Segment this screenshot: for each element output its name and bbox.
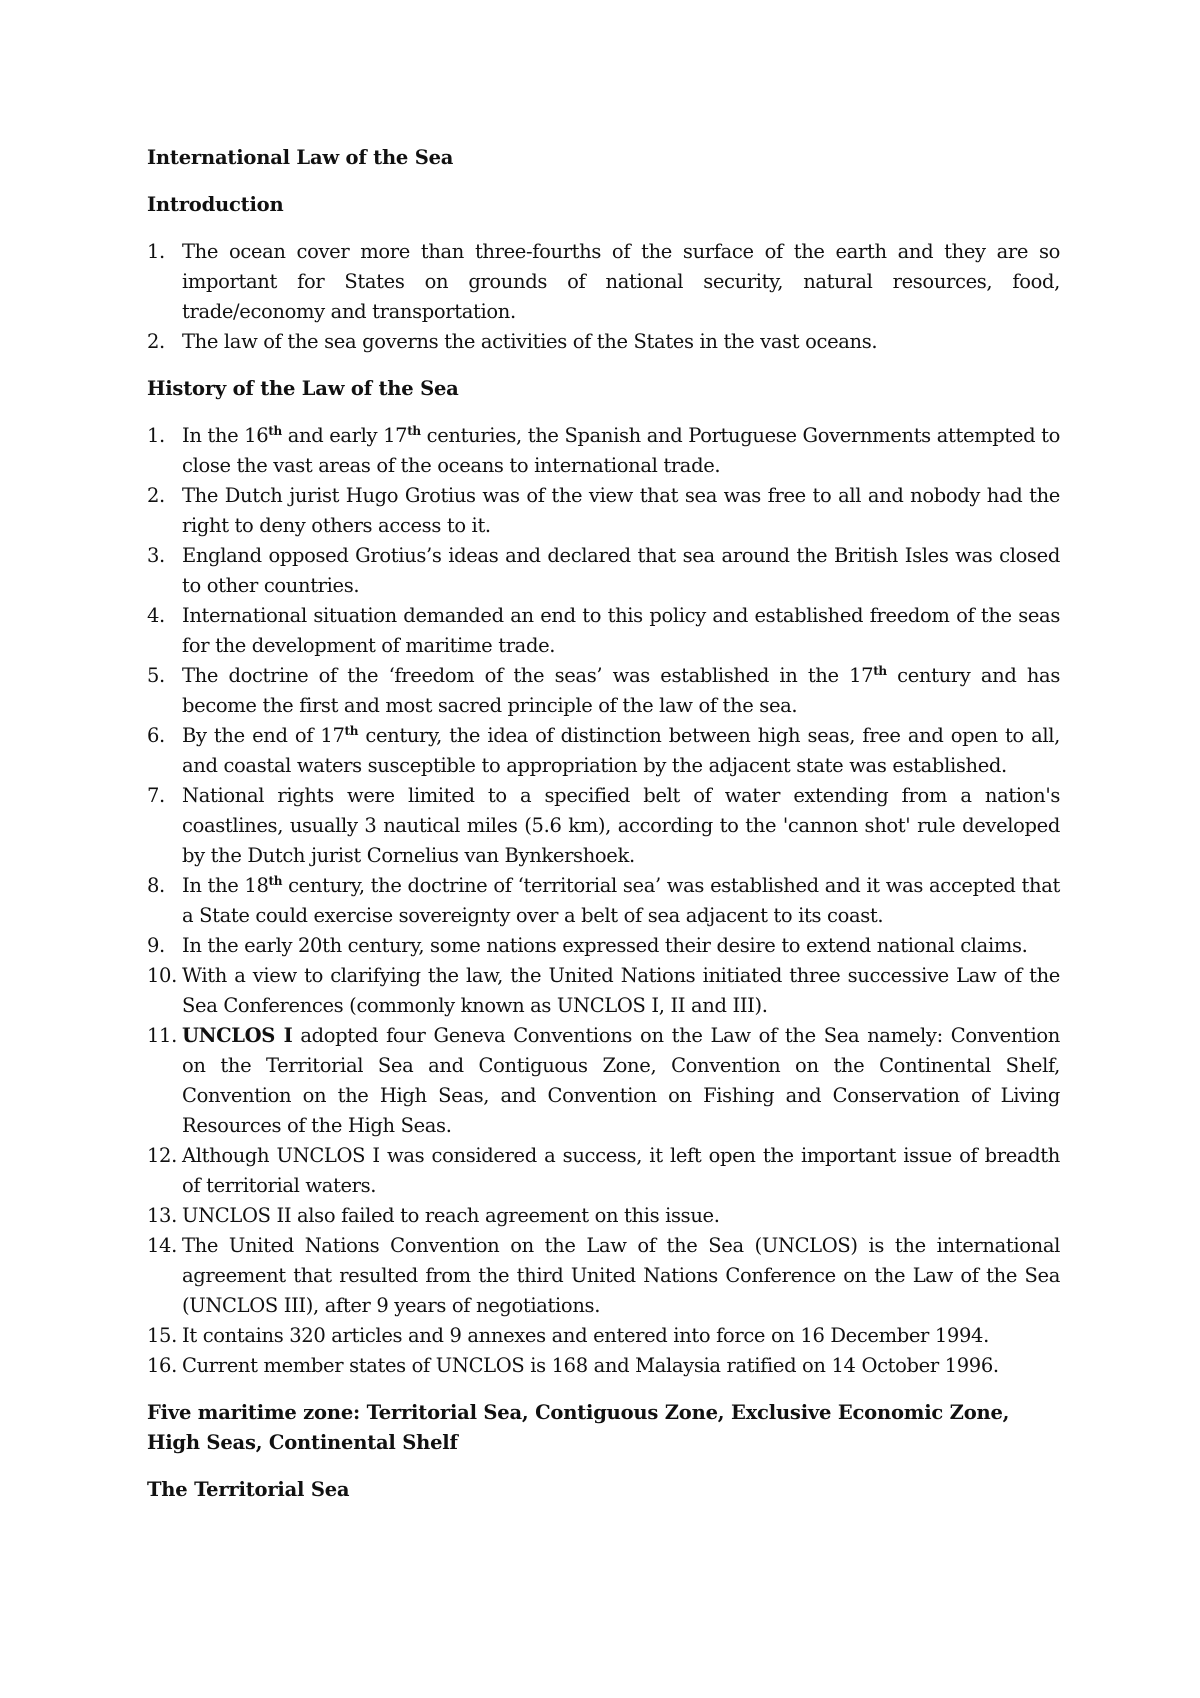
- list-number: 11.: [147, 1024, 177, 1047]
- list-item: 4. International situation demanded an end to this policy and established freedom of the seas for the development of maritime trade.: [147, 601, 1060, 661]
- list-number: 12.: [147, 1144, 177, 1167]
- list-number: 1.: [147, 424, 165, 447]
- list-item: 12. Although UNCLOS I was considered a success, it left open the important issue of breadth of territorial waters.: [147, 1141, 1060, 1201]
- maritime-zones-heading: Five maritime zone: Territorial Sea, Contiguous Zone, Exclusive Economic Zone, High Seas, Continental Shelf: [147, 1401, 1010, 1454]
- list-item: 15. It contains 320 articles and 9 annexes and entered into force on 16 December 1994.: [147, 1321, 1060, 1351]
- list-item: 7. National rights were limited to a specified belt of water extending from a nation's coastlines, usually 3 nautical miles (5.6 km), according to the 'cannon shot' rule developed by the Dutch jurist Cornelius van Bynkershoek.: [147, 781, 1060, 871]
- document-page: [147, 143, 1060, 1505]
- list-number: 15.: [147, 1324, 177, 1347]
- list-number: 4.: [147, 604, 165, 627]
- list-number: 7.: [147, 784, 165, 807]
- list-item: 13. UNCLOS II also failed to reach agreement on this issue.: [147, 1201, 1060, 1231]
- list-item: 1. In the 16th and early 17th centuries, the Spanish and Portuguese Governments attempted to close the vast areas of the oceans to international trade.: [147, 421, 1060, 481]
- list-item: 3. England opposed Grotius’s ideas and declared that sea around the British Isles was closed to other countries.: [147, 541, 1060, 601]
- introduction-list: [147, 237, 1060, 357]
- list-number: 5.: [147, 664, 165, 687]
- list-number: 1.: [147, 240, 165, 263]
- list-number: 2.: [147, 330, 165, 353]
- list-number: 6.: [147, 724, 165, 747]
- history-heading: History of the Law of the Sea: [147, 377, 459, 400]
- list-item: 6. By the end of 17th century, the idea of distinction between high seas, free and open to all, and coastal waters susceptible to appropriation by the adjacent state was established.: [147, 721, 1060, 781]
- list-item: 5. The doctrine of the ‘freedom of the seas’ was established in the 17th century and has become the first and most sacred principle of the law of the sea.: [147, 661, 1060, 721]
- list-number: 9.: [147, 934, 165, 957]
- territorial-sea-heading: The Territorial Sea: [147, 1478, 350, 1501]
- introduction-heading: Introduction: [147, 193, 284, 216]
- list-number: 10.: [147, 964, 177, 987]
- unclos-i-term: UNCLOS I: [182, 1024, 293, 1047]
- list-number: 3.: [147, 544, 165, 567]
- list-number: 2.: [147, 484, 165, 507]
- list-number: 14.: [147, 1234, 177, 1257]
- list-item: 8. In the 18th century, the doctrine of ‘territorial sea’ was established and it was accepted that a State could exercise sovereignty over a belt of sea adjacent to its coast.: [147, 871, 1060, 931]
- list-number: 8.: [147, 874, 165, 897]
- list-item: 1. The ocean cover more than three-fourths of the surface of the earth and they are so important for States on grounds of national security, natural resources, food, trade/economy and transportation.: [147, 237, 1060, 327]
- list-number: 13.: [147, 1204, 177, 1227]
- list-item: 2. The law of the sea governs the activities of the States in the vast oceans.: [147, 327, 1060, 357]
- document-title: International Law of the Sea: [147, 146, 454, 169]
- list-item: 11. UNCLOS I adopted four Geneva Conventions on the Law of the Sea namely: Convention on the Territorial Sea and Contiguous Zone, Convention on the Continental Shelf, Convention on the High Seas, and Convention on Fishing and Conservation of Living Resources of the High Seas.: [147, 1021, 1060, 1141]
- history-list: [147, 421, 1060, 1381]
- list-number: 16.: [147, 1354, 177, 1377]
- list-item: 14. The United Nations Convention on the Law of the Sea (UNCLOS) is the international agreement that resulted from the third United Nations Conference on the Law of the Sea (UNCLOS III), after 9 years of negotiations.: [147, 1231, 1060, 1321]
- list-item: 2. The Dutch jurist Hugo Grotius was of the view that sea was free to all and nobody had the right to deny others access to it.: [147, 481, 1060, 541]
- list-item: 9. In the early 20th century, some nations expressed their desire to extend national claims.: [147, 931, 1060, 961]
- list-item: 16. Current member states of UNCLOS is 168 and Malaysia ratified on 14 October 1996.: [147, 1351, 1060, 1381]
- list-item: 10. With a view to clarifying the law, the United Nations initiated three successive Law of the Sea Conferences (commonly known as UNCLOS I, II and III).: [147, 961, 1060, 1021]
